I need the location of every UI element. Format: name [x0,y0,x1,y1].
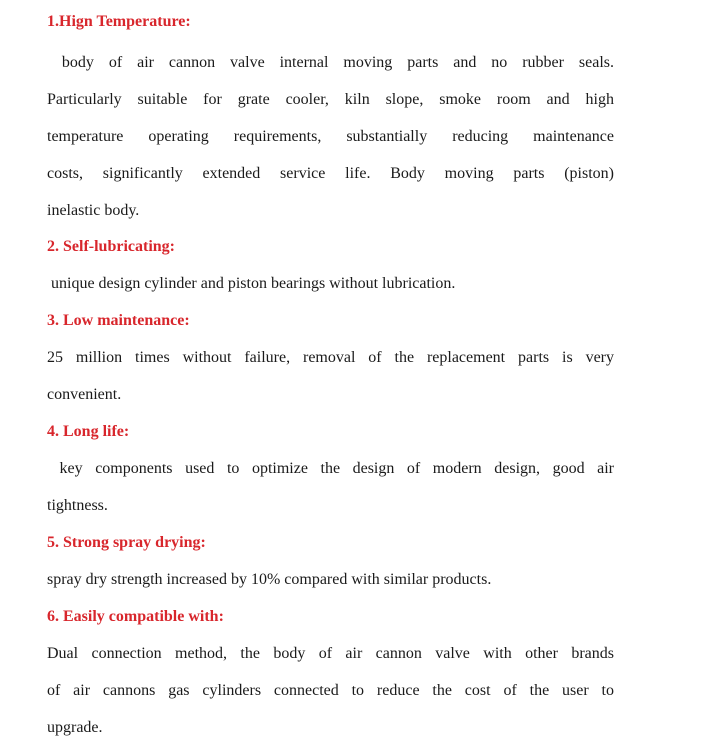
section-3-line-2: convenient. [47,386,122,403]
section-1-line-3: temperature operating requirements, substantially reducing maintenance [47,128,614,145]
section-5-line-1: spray dry strength increased by 10% compared with similar products. [47,571,492,588]
section-1-line-1: body of air cannon valve internal moving parts and no rubber seals. [47,54,614,71]
section-5-heading: 5. Strong spray drying: [47,534,206,551]
section-6-line-1: Dual connection method, the body of air cannon valve with other brands [47,645,614,662]
section-2-heading: 2. Self-lubricating: [47,238,175,255]
section-4-line-2: tightness. [47,497,108,514]
section-6-line-2: of air cannons gas cylinders connected to reduce the cost of the user to [47,682,614,699]
section-1-line-5: inelastic body. [47,202,140,219]
section-6-heading: 6. Easily compatible with: [47,608,224,625]
section-4-line-1: key components used to optimize the design of modern design, good air [47,460,614,477]
section-1-line-4: costs, significantly extended service life. Body moving parts (piston) [47,165,614,182]
section-1-heading: 1.Hign Temperature: [47,13,191,30]
section-3-line-1: 25 million times without failure, removal of the replacement parts is very [47,349,614,366]
section-6-line-3: upgrade. [47,719,103,736]
section-3-heading: 3. Low maintenance: [47,312,190,329]
section-2-line-1: unique design cylinder and piston bearings without lubrication. [47,275,456,292]
section-4-heading: 4. Long life: [47,423,130,440]
section-1-line-2: Particularly suitable for grate cooler, kiln slope, smoke room and high [47,91,614,108]
